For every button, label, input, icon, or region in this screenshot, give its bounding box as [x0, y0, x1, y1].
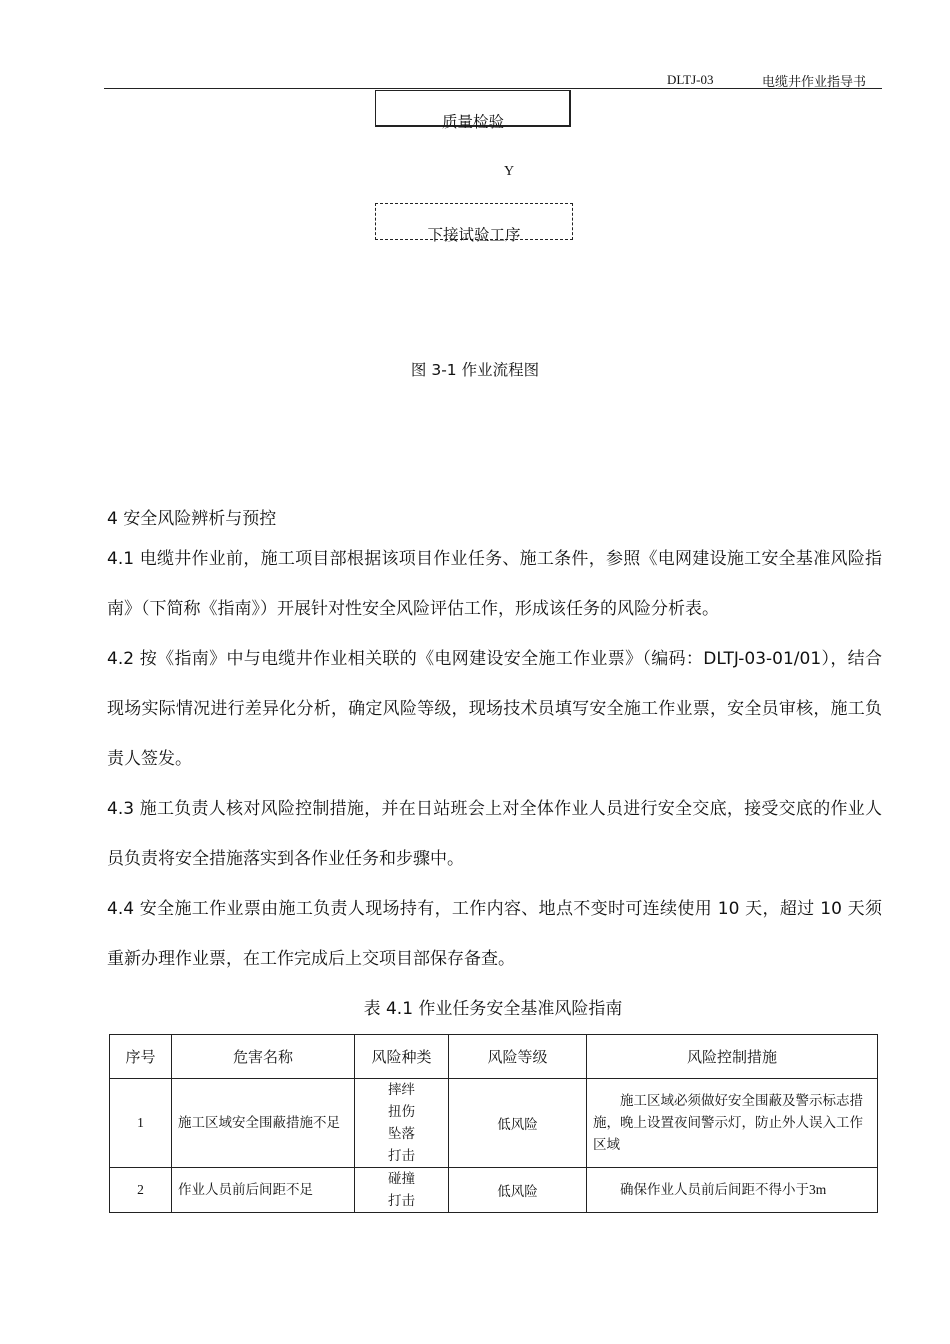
cell-risk-types	[355, 1079, 449, 1168]
table-row	[110, 1168, 878, 1213]
cell-risk-level: 低风险	[449, 1079, 587, 1168]
paragraph-4-3: 4.3 施工负责人核对风险控制措施，并在日站班会上对全体作业人员进行安全交底，接受交底的作业人员负责将安全措施落实到各作业任务和步骤中。	[107, 799, 882, 869]
header-doc-title: 电缆井作业指导书	[762, 75, 867, 90]
cell-risk-types	[355, 1168, 449, 1213]
paragraph-4-4: 4.4 安全施工作业票由施工负责人现场持有，工作内容、地点不变时可连续使用 10 天，超过 10 天须重新办理作业票，在工作完成后上交项目部保存备查。	[107, 899, 882, 969]
risk-type: 扭伤	[388, 1104, 415, 1119]
col-header-no: 序号	[110, 1035, 172, 1079]
risk-type: 坠落	[388, 1126, 415, 1141]
header-doc-code: DLTJ-03	[667, 72, 714, 87]
flow-box-quality-inspection-label: 质量检验	[441, 113, 504, 131]
col-header-risk-level: 风险等级	[449, 1035, 587, 1079]
table-caption: 表 4.1 作业任务安全基准风险指南	[363, 999, 623, 1019]
risk-type: 摔绊	[388, 1082, 415, 1097]
cell-no: 1	[110, 1079, 172, 1168]
risk-type: 打击	[388, 1148, 415, 1163]
col-header-risk-type: 风险种类	[355, 1035, 449, 1079]
cell-hazard: 作业人员前后间距不足	[172, 1168, 355, 1213]
cell-hazard: 施工区域安全围蔽措施不足	[172, 1079, 355, 1168]
risk-guide-table	[109, 1034, 878, 1213]
table-header-row	[110, 1035, 878, 1079]
col-header-control-measure: 风险控制措施	[587, 1035, 878, 1079]
flow-connector-label: Y	[504, 164, 515, 179]
cell-control-measure: 确保作业人员前后间距不得小于3m	[587, 1168, 878, 1213]
cell-control-measure: 施工区域必须做好安全围蔽及警示标志措施，晚上设置夜间警示灯，防止外人误入工作区域	[587, 1079, 878, 1168]
flow-box-next-step-label: 下接试验工序	[427, 226, 521, 244]
paragraph-4-1: 4.1 电缆井作业前，施工项目部根据该项目作业任务、施工条件，参照《电网建设施工安全基准风险指南》（下简称《指南》）开展针对性安全风险评估工作，形成该任务的风险分析表。	[107, 549, 882, 619]
risk-type: 打击	[388, 1193, 415, 1208]
header-divider	[104, 88, 882, 89]
section-heading: 4 安全风险辨析与预控	[107, 509, 277, 529]
paragraph-4-2: 4.2 按《指南》中与电缆井作业相关联的《电网建设安全施工作业票》（编码：DLTJ-03-01/01），结合现场实际情况进行差异化分析，确定风险等级，现场技术员填写安全施工作业票，安全员审核，施工负责人签发。	[107, 649, 882, 769]
risk-type: 碰撞	[388, 1171, 415, 1186]
cell-no: 2	[110, 1168, 172, 1213]
table-row	[110, 1079, 878, 1168]
col-header-hazard: 危害名称	[172, 1035, 355, 1079]
cell-risk-level: 低风险	[449, 1168, 587, 1213]
figure-caption: 图 3-1 作业流程图	[410, 361, 540, 379]
